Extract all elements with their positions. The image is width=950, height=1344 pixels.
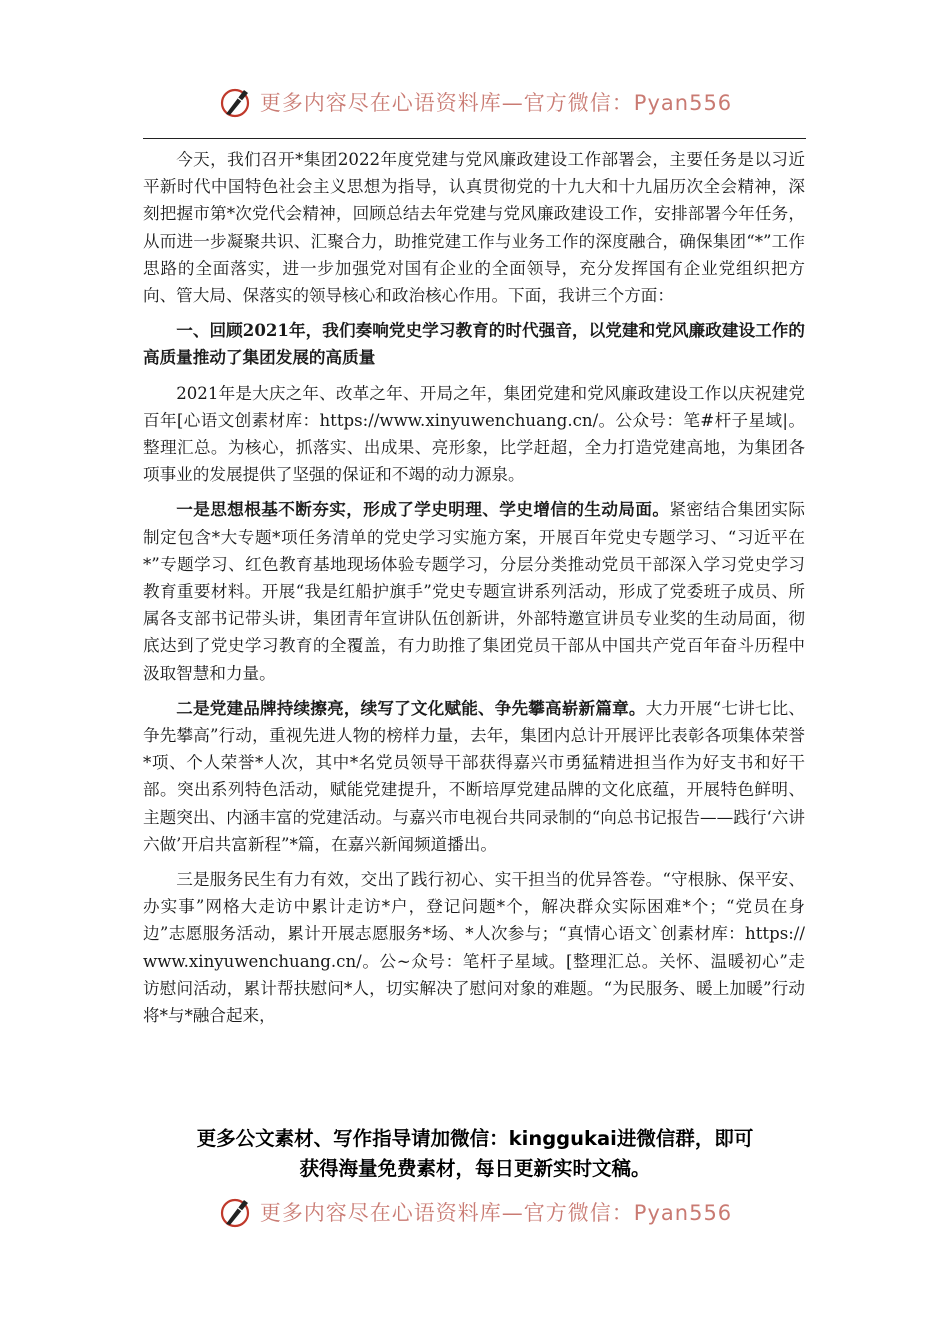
paragraph-lead: 二是党建品牌持续擦亮，续写了文化赋能、争先攀高崭新篇章。 bbox=[176, 697, 646, 718]
header-divider bbox=[143, 138, 806, 139]
header-banner bbox=[0, 80, 950, 124]
footer-banner-text: 更多内容尽在心语资料库—官方微信：Pyan556 bbox=[259, 1201, 733, 1225]
document-body bbox=[143, 146, 805, 1037]
paragraph-thought-foundation bbox=[143, 496, 805, 686]
section-heading-1: 一、回顾2021年，我们奏响党史学习教育的时代强音，以党建和党风廉政建设工作的高质量推动了集团发展的高质量 bbox=[143, 320, 805, 368]
promo-notice bbox=[143, 1124, 807, 1184]
intro-paragraph: 今天，我们召开*集团2022年度党建与党风廉政建设工作部署会，主要任务是以习近平新时代中国特色社会主义思想为指导，认真贯彻党的十九大和十九届历次全会精神，深刻把握市第*次党代会精神，回顾总结去年党建与党风廉政建设工作，安排部署今年任务，从而进一步凝聚共识、汇聚合力，助推党建工作与业务工作的深度融合，确保集团“*”工作思路的全面落实，进一步加强党对国有企业的全面领导，充分发挥国有企业党组织把方向、管大局、保落实的领导核心和政治核心作用。下面，我讲三个方面： bbox=[143, 150, 805, 306]
paragraph-2021-review: 2021年是大庆之年、改革之年、开局之年，集团党建和党风廉政建设工作以庆祝建党百年[心语文创素材库：https://www.xinyuwenchuang.cn/。公众号：笔#杆子星域|。整理汇总。为核心，抓落实、出成果、亮形象，比学赶超，全力打造党建高地，为集团各项事业的发展提供了坚强的保证和不竭的动力源泉。 bbox=[143, 383, 805, 485]
promo-line-1: 更多公文素材、写作指导请加微信：kinggukai进微信群，即可 bbox=[196, 1127, 754, 1150]
paragraph-lead: 一是思想根基不断夯实，形成了学史明理、学史增信的生动局面。 bbox=[176, 499, 670, 520]
header-banner-text: 更多内容尽在心语资料库—官方微信：Pyan556 bbox=[259, 91, 733, 115]
promo-line-2: 获得海量免费素材，每日更新实时文稿。 bbox=[299, 1157, 651, 1180]
paragraph-text: 大力开展“七讲七比、争先攀高”行动，重视先进人物的榜样力量，去年，集团内总计开展评比表彰各项集体荣誉*项、个人荣誉*人次，其中*名党员领导干部获得嘉兴市勇猛精进担当作为好支书和好干部。突出系列特色活动，赋能党建提升，不断培厚党建品牌的文化底蕴，开展特色鲜明、主题突出、内涵丰富的党建活动。与嘉兴市电视台共同录制的“向总书记报告——践行‘六讲六做’开启共富新程”*篇，在嘉兴新闻频道播出。 bbox=[143, 698, 805, 854]
quill-pen-circle-logo-icon bbox=[218, 84, 254, 120]
footer-banner bbox=[0, 1190, 950, 1234]
paragraph-text: 紧密结合集团实际制定包含*大专题*项任务清单的党史学习实施方案，开展百年党史专题学习、“习近平在*”专题学习、红色教育基地现场体验专题学习，分层分类推动党员干部深入学习党史学习教育重要材料。开展“我是红船护旗手”党史专题宣讲系列活动，形成了党委班子成员、所属各支部书记带头讲，集团青年宣讲队伍创新讲，外部特邀宣讲员专业奖的生动局面，彻底达到了党史学习教育的全覆盖，有力助推了集团党员干部从中国共产党百年奋斗历程中汲取智慧和力量。 bbox=[143, 500, 806, 683]
paragraph-public-service: 三是服务民生有力有效，交出了践行初心、实干担当的优异答卷。“守根脉、保平安、办实事”网格大走访中累计走访*户，登记问题*个，解决群众实际困难*个；“党员在身边”志愿服务活动，累计开展志愿服务*场、*人次参与；“真情心语文`创素材库：https://www.xinyuwenchuang.cn/。公~众号：笔杆子星域。[整理汇总。关怀、温暖初心”走访慰问活动，累计帮扶慰问*人，切实解决了慰问对象的难题。“为民服务、暖上加暖”行动将*与*融合起来， bbox=[143, 870, 805, 1026]
paragraph-party-brand bbox=[143, 695, 805, 858]
quill-pen-circle-logo-icon bbox=[218, 1194, 254, 1230]
